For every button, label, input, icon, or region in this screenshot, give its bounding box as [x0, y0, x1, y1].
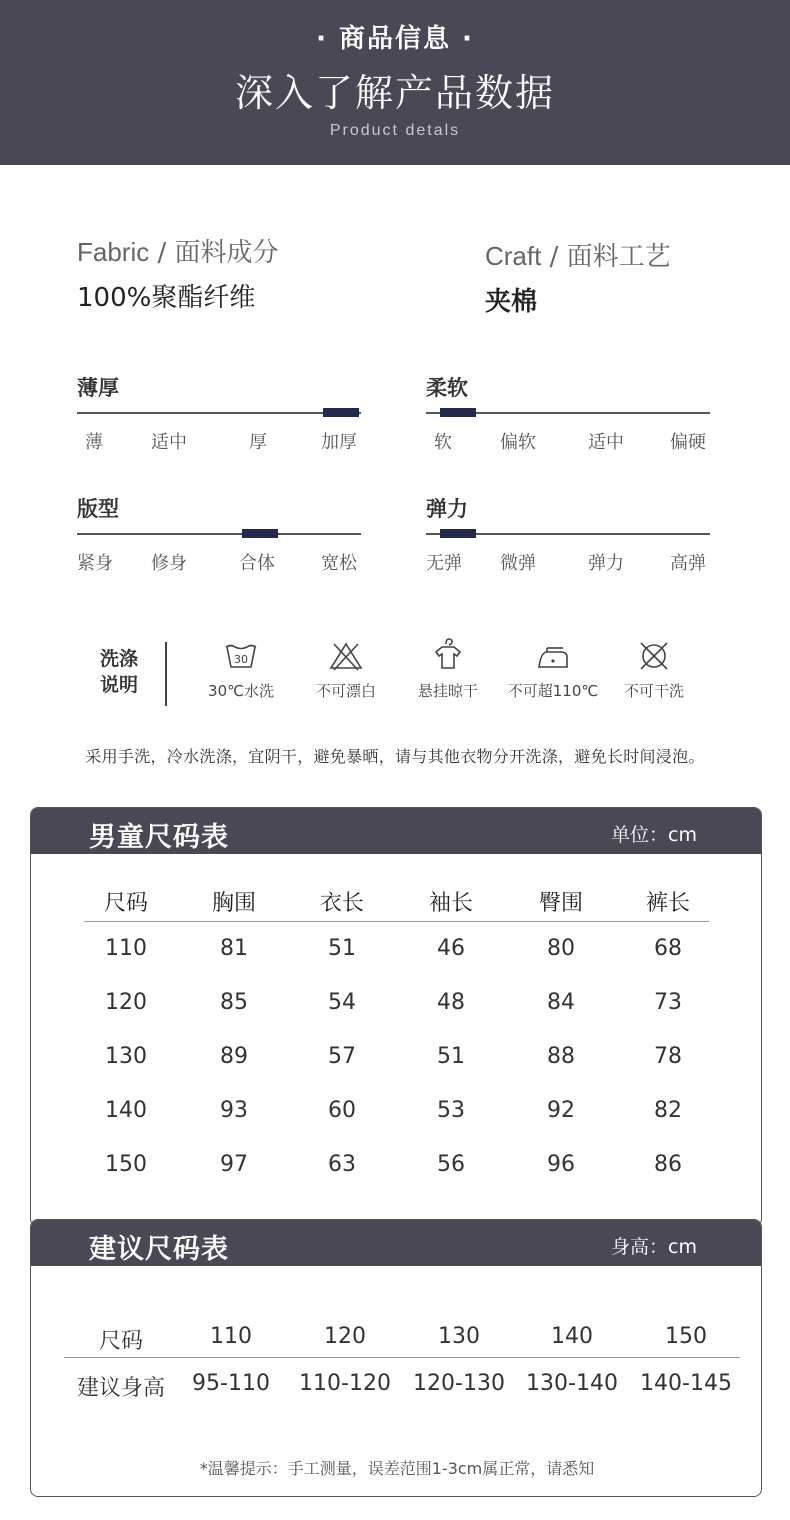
table-cell: 48	[437, 990, 465, 1015]
washing-title	[100, 646, 146, 698]
wash-label: 不可超110℃	[507, 682, 599, 700]
scale-marker	[323, 408, 359, 417]
table-cell: 73	[654, 990, 682, 1015]
table-cell: 81	[220, 936, 248, 961]
table-cell: 80	[547, 936, 575, 961]
table-cell: 150	[105, 1152, 147, 1177]
table-cell: 86	[654, 1152, 682, 1177]
size-cell: 120	[324, 1324, 366, 1349]
scale-label: 偏软	[500, 432, 536, 453]
table-cell: 57	[328, 1044, 356, 1069]
table-cell: 93	[220, 1098, 248, 1123]
scale-marker	[242, 529, 278, 538]
table-cell: 88	[547, 1044, 575, 1069]
table-cell: 84	[547, 990, 575, 1015]
scale-label: 适中	[588, 432, 624, 453]
scale-softness	[426, 372, 716, 453]
wash-label: 悬挂晾干	[417, 682, 478, 700]
washing-instructions	[0, 640, 790, 710]
scale-label: 弹力	[588, 553, 624, 574]
craft-label-cn: 面料工艺	[566, 242, 671, 272]
table-cell: 54	[328, 990, 356, 1015]
table-cell: 120	[105, 990, 147, 1015]
table-cell: 63	[328, 1152, 356, 1177]
table-header-cell: 衣长	[319, 891, 364, 916]
craft-sep: /	[541, 242, 567, 272]
wash-30-icon	[223, 640, 259, 672]
wash-item	[398, 636, 498, 701]
table-cell: 140	[105, 1098, 147, 1123]
scale-label: 合体	[239, 553, 275, 574]
size-table-panel	[30, 807, 762, 1227]
scale-fit	[77, 493, 367, 574]
no-dry-clean-icon	[636, 640, 672, 672]
no-bleach-icon	[328, 640, 364, 672]
fabric-info	[77, 232, 279, 314]
measurement-tip: *温馨提示：手工测量，误差范围1-3cm属正常，请悉知	[199, 1459, 595, 1478]
table-header-cell: 袖长	[428, 891, 473, 916]
recommend-table-title: 建议尺码表	[89, 1234, 229, 1265]
header-subtitle: 深入了解产品数据	[234, 71, 555, 115]
table-cell: 97	[220, 1152, 248, 1177]
scale-label: 紧身	[77, 553, 113, 574]
table-cell: 68	[654, 936, 682, 961]
size-table-unit: 单位：cm	[611, 824, 697, 846]
craft-value: 夹棉	[485, 287, 538, 317]
recommend-table-panel	[30, 1219, 762, 1497]
wash-label: 不可漂白	[315, 682, 376, 700]
table-cell: 89	[220, 1044, 248, 1069]
craft-info	[485, 236, 671, 318]
size-cell: 150	[665, 1324, 707, 1349]
table-cell: 51	[328, 936, 356, 961]
size-cell: 140	[551, 1324, 593, 1349]
header-banner	[0, 0, 790, 165]
scale-track	[77, 533, 361, 535]
table-header-cell: 裤长	[645, 891, 690, 916]
scale-title: 弹力	[426, 497, 468, 521]
wash-item	[191, 640, 291, 701]
table-cell: 110	[105, 936, 147, 961]
wash-label: 不可干洗	[623, 682, 684, 700]
table-cell: 51	[437, 1044, 465, 1069]
iron-icon	[535, 640, 571, 672]
craft-label-en: Craft	[485, 241, 542, 271]
scale-marker	[440, 529, 476, 538]
washing-title-line: 洗涤	[100, 648, 139, 670]
table-cell: 56	[437, 1152, 465, 1177]
scale-label: 修身	[151, 553, 187, 574]
table-header-cell: 胸围	[211, 891, 256, 916]
table-cell: 82	[654, 1098, 682, 1123]
height-cell: 140-145	[640, 1371, 732, 1396]
washing-title-line: 说明	[100, 674, 139, 696]
table-cell: 92	[547, 1098, 575, 1123]
table-cell: 130	[105, 1044, 147, 1069]
height-cell: 110-120	[299, 1371, 391, 1396]
table-header-cell: 臀围	[538, 891, 583, 916]
table-cell: 60	[328, 1098, 356, 1123]
scale-label: 无弹	[426, 553, 462, 574]
divider	[165, 642, 167, 706]
table-cell: 96	[547, 1152, 575, 1177]
scale-marker	[440, 408, 476, 417]
scale-label: 加厚	[321, 432, 357, 453]
scale-track	[77, 412, 361, 414]
table-header-cell: 尺码	[103, 891, 148, 916]
scale-label: 微弹	[500, 553, 536, 574]
height-cell: 95-110	[192, 1371, 270, 1396]
svg-text:30: 30	[234, 653, 248, 666]
scale-label: 宽松	[321, 553, 357, 574]
table-cell: 85	[220, 990, 248, 1015]
recommend-table-unit: 身高：cm	[611, 1236, 697, 1258]
scale-label: 软	[434, 432, 452, 453]
care-note: 采用手洗，冷水洗涤，宜阴干，避免暴晒，请与其他衣物分开洗涤，避免长时间浸泡。	[85, 747, 705, 766]
scale-label: 薄	[85, 432, 103, 453]
scale-label: 偏硬	[670, 432, 706, 453]
fabric-sep: /	[149, 238, 175, 268]
wash-item	[296, 640, 396, 701]
fabric-label-en: Fabric	[77, 237, 150, 267]
row-label: 建议身高	[76, 1376, 165, 1401]
scale-label: 适中	[151, 432, 187, 453]
height-cell: 120-130	[413, 1371, 505, 1396]
table-divider	[64, 1357, 740, 1358]
scale-label: 高弹	[670, 553, 706, 574]
size-table-title: 男童尺码表	[89, 822, 229, 853]
size-cell: 130	[438, 1324, 480, 1349]
row-label: 尺码	[98, 1329, 143, 1354]
scale-title: 版型	[77, 497, 119, 521]
table-cell: 53	[437, 1098, 465, 1123]
scale-title: 薄厚	[77, 376, 119, 400]
hang-dry-icon	[430, 636, 466, 672]
size-cell: 110	[210, 1324, 252, 1349]
table-cell: 78	[654, 1044, 682, 1069]
height-cell: 130-140	[526, 1371, 618, 1396]
scale-title: 柔软	[426, 376, 468, 400]
header-title: · 商品信息 ·	[316, 24, 474, 54]
header-english: Product detals	[329, 122, 461, 139]
size-table	[31, 808, 762, 1227]
fabric-value: 100%聚酯纤维	[77, 283, 256, 313]
scale-thickness	[77, 372, 367, 453]
table-divider	[84, 921, 709, 922]
scale-elasticity	[426, 493, 716, 574]
wash-label: 30℃水洗	[208, 682, 274, 700]
wash-item	[604, 640, 704, 701]
scale-label: 厚	[249, 432, 267, 453]
wash-item	[503, 640, 603, 701]
fabric-label-cn: 面料成分	[174, 238, 279, 268]
table-cell: 46	[437, 936, 465, 961]
